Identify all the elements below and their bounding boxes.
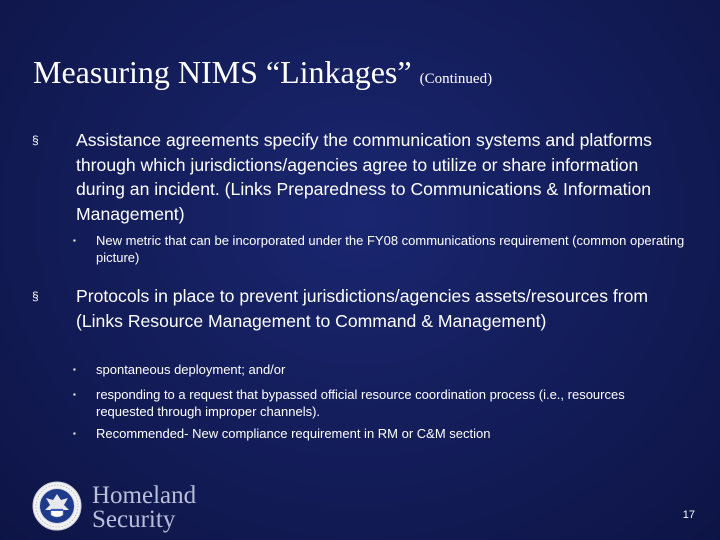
sub-bullet-marker: ▪ — [73, 365, 76, 374]
bullet-marker: § — [32, 289, 39, 303]
bullet-protocols — [32, 284, 676, 333]
dhs-seal-icon — [32, 481, 82, 531]
sub-bullet-marker: ▪ — [73, 429, 76, 438]
sub-bullet-spontaneous-deployment — [73, 361, 686, 378]
homeland-security-logo — [92, 484, 196, 532]
page-number: 17 — [682, 509, 695, 521]
bullet-text: Protocols in place to prevent jurisdictions/agencies assets/resources from (Links Resource Management to Command & Management) — [76, 286, 649, 331]
bullet-assistance-agreements — [32, 128, 676, 226]
sub-bullet-new-metric — [73, 232, 686, 266]
title-main: Measuring NIMS “Linkages” — [33, 54, 412, 90]
sub-bullet-text: Recommended- New compliance requirement in RM or C&M section — [96, 426, 491, 441]
bullet-text: Assistance agreements specify the communication systems and platforms through which jurisdictions/agencies agree to utilize or share information during an incident. (Links Preparedness to Communications & Information Management) — [76, 130, 652, 224]
sub-bullet-marker: ▪ — [73, 236, 76, 245]
sub-bullet-text: responding to a request that bypassed official resource coordination process (i.e., resources requested through improper channels). — [96, 387, 625, 419]
slide-title — [33, 52, 492, 99]
sub-bullet-recommended — [73, 425, 686, 442]
sub-bullet-text: New metric that can be incorporated under the FY08 communications requirement (common operating picture) — [96, 233, 685, 265]
sub-bullet-bypassed-request — [73, 386, 686, 420]
sub-bullet-text: spontaneous deployment; and/or — [96, 362, 286, 377]
logo-line-2: Security — [92, 506, 176, 533]
title-continued: (Continued) — [419, 71, 493, 87]
logo-line-1: Homeland — [92, 482, 197, 509]
sub-bullet-marker: ▪ — [73, 390, 76, 399]
bullet-marker: § — [32, 133, 39, 147]
